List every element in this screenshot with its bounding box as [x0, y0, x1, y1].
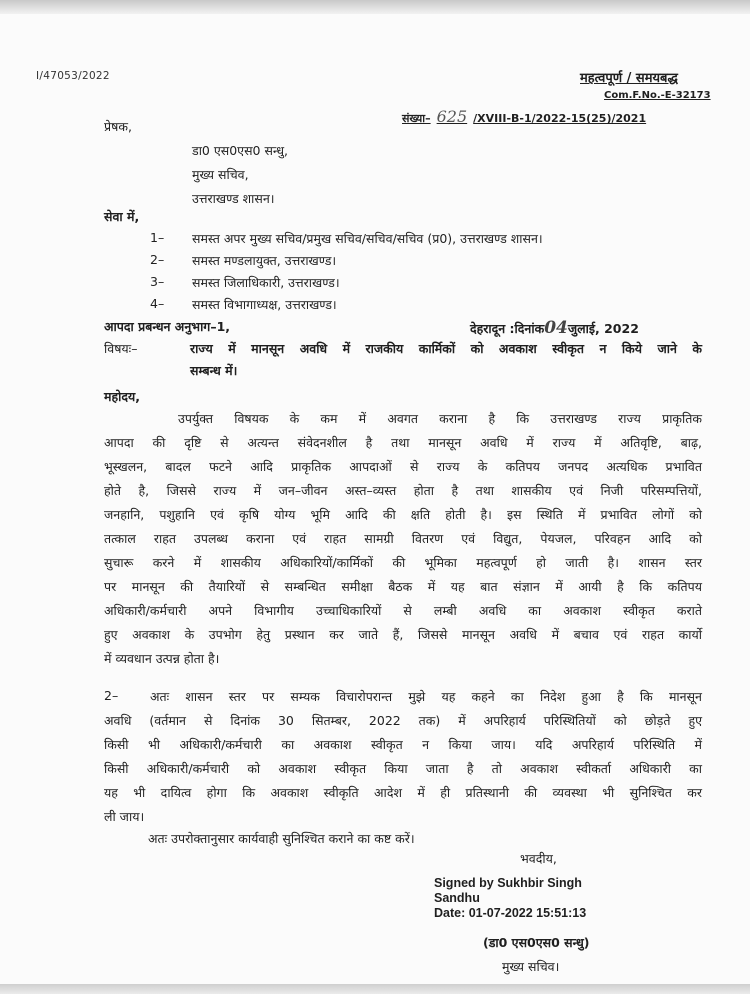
recipient-item: समस्त विभागाध्यक्ष, उत्तराखण्ड। [192, 297, 337, 312]
yours-faithfully: भवदीय, [520, 851, 557, 866]
paragraph-line: ली जाय। [104, 809, 145, 824]
ref-suffix: /XVIII-B-1/2022-15(25)/2021 [473, 112, 647, 125]
ref-handwritten-number: 625 [436, 107, 468, 126]
paragraph-line: अवधि (वर्तमान से दिनांक 30 सितम्बर, 2022 तक) में अपरिहार्य परिस्थितियों को छोड़ते हुए [104, 713, 702, 728]
date-prefix: देहरादून :दिनांक [470, 321, 545, 336]
sender-designation: मुख्य सचिव, [192, 167, 249, 182]
document-page [0, 14, 750, 984]
paragraph-line: उपर्युक्त विषयक के कम में अवगत कराना है कि उत्तराखण्ड राज्य प्राकृतिक [178, 411, 702, 426]
paragraph-line: अधिकारी/कर्मचारी अपने विभागीय उच्चाधिकारियों से लम्बी अवधि का अवकाश स्वीकृत कराते [104, 603, 702, 618]
closing-request: अतः उपरोक्तानुसार कार्यवाही सुनिश्चित कराने का कष्ट करें। [148, 831, 415, 846]
recipient-num: 2– [150, 252, 165, 267]
scan-bottom-edge [0, 984, 750, 994]
paragraph-line: पर मानसून की तैयारियों से सम्बन्धित समीक्षा बैठक में यह बात संज्ञान में आयी है कि कतिपय [104, 579, 702, 594]
paragraph-line: अतः शासन स्तर पर सम्यक विचारोपरान्त मुझे यह कहने का निदेश हुआ है कि मानसून [150, 689, 702, 704]
recipient-item: समस्त जिलाधिकारी, उत्तराखण्ड। [192, 275, 340, 290]
paragraph-number: 2– [104, 688, 119, 703]
scan-top-edge [0, 0, 750, 14]
place-date [470, 318, 639, 338]
recipient-num: 4– [150, 296, 165, 311]
recipients-label: सेवा में, [104, 209, 140, 224]
date-handwritten-day: 04 [544, 318, 568, 338]
recipient-item: समस्त मण्डलायुक्त, उत्तराखण्ड। [192, 253, 337, 268]
subject-line: राज्य में मानसून अवधि में राजकीय कार्मिकों को अवकाश स्वीकृत न किये जाने के [190, 341, 702, 356]
signatory-name: (डा0 एस0एस0 सन्धु) [483, 935, 590, 950]
file-number: I/47053/2022 [36, 70, 110, 82]
paragraph-line: में व्यवधान उत्पन्न होता है। [104, 651, 220, 666]
salutation: महोदय, [104, 389, 140, 404]
paragraph-line: हुए अवकाश के उपभोग हेतु प्रस्थान कर जाते हैं, जिससे मानसून अवधि में बचाव एवं राहत कार्यो [104, 627, 702, 642]
paragraph-line: किसी अधिकारी/कर्मचारी को अवकाश स्वीकृत किया जाता है तो अवकाश स्वीकर्ता अधिकारी का [104, 761, 702, 776]
digital-signature-line: Sandhu [434, 891, 480, 905]
paragraph-line: होते है, जिससे राज्य में जन–जीवन अस्त–व्यस्त होता है तथा शासकीय एवं निजी परिसम्पत्तियों, [104, 483, 702, 498]
section-name: आपदा प्रबन्धन अनुभाग–1, [104, 319, 231, 334]
digital-signature-line: Signed by Sukhbir Singh [434, 876, 582, 890]
ref-prefix: संख्या– [402, 112, 431, 125]
paragraph-line: जनहानि, पशुहानि एवं कृषि योग्य भूमि आदि की क्षति होती है। इस स्थिति में प्रभावित लोगों को [104, 507, 702, 522]
signatory-designation: मुख्य सचिव। [502, 959, 560, 974]
recipient-num: 3– [150, 274, 165, 289]
subject-label: विषयः– [104, 341, 138, 356]
paragraph-line: भूस्खलन, बादल फटने आदि प्राकृतिक आपदाओं से राज्य के कतिपय जनपद अत्यधिक प्रभावित [104, 459, 702, 474]
sender-office: उत्तराखण्ड शासन। [192, 191, 275, 206]
paragraph-line: सुचारू करने में शासकीय अधिकारियों/कार्मिकों की भूमिका महत्वपूर्ण हो जाती है। शासन स्तर [104, 555, 702, 570]
recipient-item: समस्त अपर मुख्य सचिव/प्रमुख सचिव/सचिव/सचिव (प्र0), उत्तराखण्ड शासन। [192, 231, 543, 246]
paragraph-line: तत्काल राहत उपलब्ध कराना एवं राहत सामग्री वितरण एवं विद्युत, पेयजल, परिवहन आदि को [104, 531, 702, 546]
digital-signature-date: Date: 01-07-2022 15:51:13 [434, 906, 587, 920]
reference-number [402, 107, 646, 126]
com-file-number: Com.F.No.-E-32173 [604, 90, 711, 101]
paragraph-line: किसी भी अधिकारी/कर्मचारी का अवकाश स्वीकृत न किया जाय। यदि अपरिहार्य परिस्थिति में [104, 737, 702, 752]
paragraph-line: यह भी दायित्व होगा कि अवकाश स्वीकृति आदेश में ही प्रतिस्थानी की व्यवस्था भी सुनिश्चित कर [104, 785, 702, 800]
recipient-num: 1– [150, 230, 165, 245]
date-suffix: जुलाई, 2022 [567, 321, 639, 336]
sender-name: डा0 एस0एस0 सन्धु, [192, 143, 289, 158]
paragraph-line: आपदा की दृष्टि से अत्यन्त संवेदनशील है तथा मानसून अवधि में राज्य में अतिवृष्टि, बाढ़, [104, 435, 702, 450]
subject-line: सम्बन्ध में। [190, 363, 238, 378]
sender-label: प्रेषक, [104, 119, 132, 134]
priority-label: महत्वपूर्ण / समयबद्ध [580, 71, 678, 86]
